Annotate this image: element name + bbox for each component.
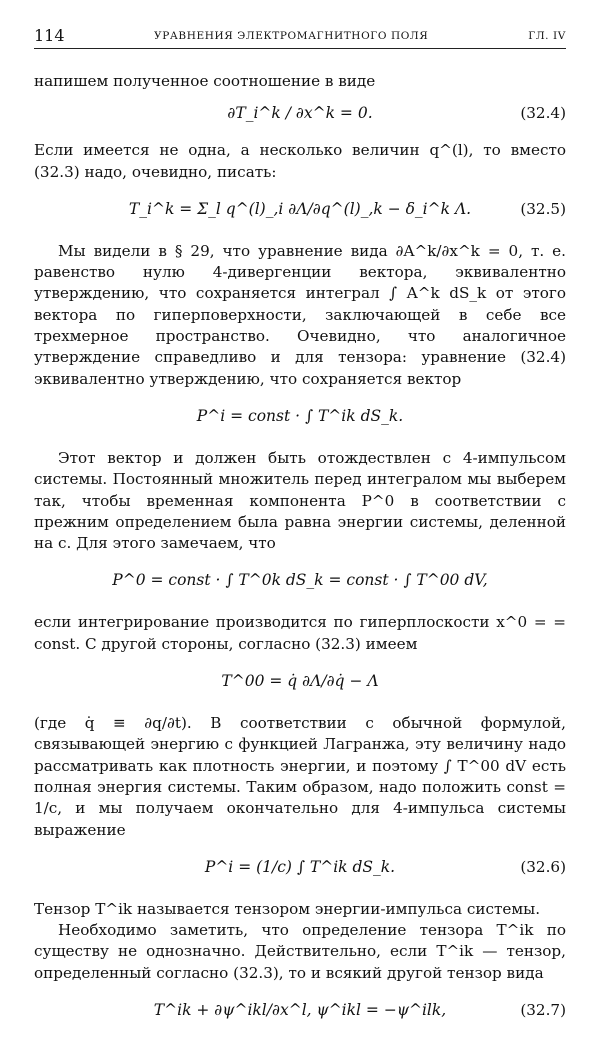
book-page bbox=[34, 26, 566, 1042]
equation-momentum-const bbox=[34, 390, 566, 448]
equation-32-7 bbox=[34, 984, 566, 1042]
paragraph-4: Этот вектор и должен быть отождествлен с 4-импульсом системы. Постоянный множитель перед интегралом мы выберем так, чтобы временная компонента P^0 в соответствии с прежним определением была равна энергии системы, деленной на c. Для этого замечаем, что bbox=[34, 448, 566, 553]
page-number: 114 bbox=[34, 26, 65, 45]
equation-formula: T^00 = q̇ ∂Λ/∂q̇ − Λ bbox=[221, 672, 379, 691]
paragraph-3: Мы видели в § 29, что уравнение вида ∂A^k/∂x^k = 0, т. е. равенство нулю 4-дивергенции вектора, эквивалентно утверждению, что сохраняется интеграл ∫ A^k dS_k от этого вектора по гиперповерхности, заключающей в себе все трехмерное пространство. Очевидно, что аналогичное утверждение справедливо и для тензора: уравнение (32.4) эквивалентно утверждению, что сохраняется вектор bbox=[34, 241, 566, 388]
equation-formula: P^i = (1/c) ∫ T^ik dS_k. bbox=[204, 857, 396, 876]
equation-formula: P^0 = const · ∫ T^0k dS_k = const · ∫ T^00 dV, bbox=[112, 571, 488, 590]
paragraph-2: Если имеется не одна, а несколько величин q^(l), то вместо (32.3) надо, очевидно, писать: bbox=[34, 141, 566, 181]
equation-number: (32.5) bbox=[520, 199, 566, 218]
equation-32-4 bbox=[34, 92, 566, 140]
running-title: УРАВНЕНИЯ ЭЛЕКТРОМАГНИТНОГО ПОЛЯ bbox=[154, 30, 429, 42]
paragraph-5: если интегрирование производится по гиперплоскости x^0 = = const. С другой стороны, согласно (32.3) имеем bbox=[34, 613, 566, 653]
paragraph-1: напишем полученное соотношение в виде bbox=[34, 72, 376, 90]
chapter-label: ГЛ. IV bbox=[528, 30, 566, 42]
equation-32-5 bbox=[34, 183, 566, 241]
paragraph-8: Необходимо заметить, что определение тензора T^ik по существу не однозначно. Действительно, если T^ik — тензор, определенный согласно (32.3), то и всякий другой тензор вида bbox=[34, 921, 566, 982]
running-header bbox=[34, 26, 566, 49]
equation-t00 bbox=[34, 655, 566, 713]
equation-number: (32.4) bbox=[520, 104, 566, 123]
equation-number: (32.6) bbox=[520, 857, 566, 876]
equation-formula: ∂T_i^k / ∂x^k = 0. bbox=[227, 104, 373, 123]
equation-32-6 bbox=[34, 841, 566, 899]
equation-formula: T^ik + ∂ψ^ikl/∂x^l, ψ^ikl = −ψ^ilk, bbox=[153, 1001, 447, 1020]
paragraph-7: Тензор T^ik называется тензором энергии-импульса системы. bbox=[34, 899, 541, 918]
equation-formula: T_i^k = Σ_l q^(l)_,i ∂Λ/∂q^(l)_,k − δ_i^k Λ. bbox=[128, 199, 472, 218]
equation-formula: P^i = const · ∫ T^ik dS_k. bbox=[196, 406, 404, 425]
page-body bbox=[34, 71, 566, 1042]
equation-p0 bbox=[34, 554, 566, 612]
equation-number: (32.7) bbox=[520, 1001, 566, 1020]
paragraph-6: (где q̇ ≡ ∂q/∂t). В соответствии с обычной формулой, связывающей энергию с функцией Лагранжа, эту величину надо рассматривать как плотность энергии, и поэтому ∫ T^00 dV есть полная энергия системы. Таким образом, надо положить const = 1/c, и мы получаем окончательно для 4-импульса системы выражение bbox=[34, 714, 566, 839]
